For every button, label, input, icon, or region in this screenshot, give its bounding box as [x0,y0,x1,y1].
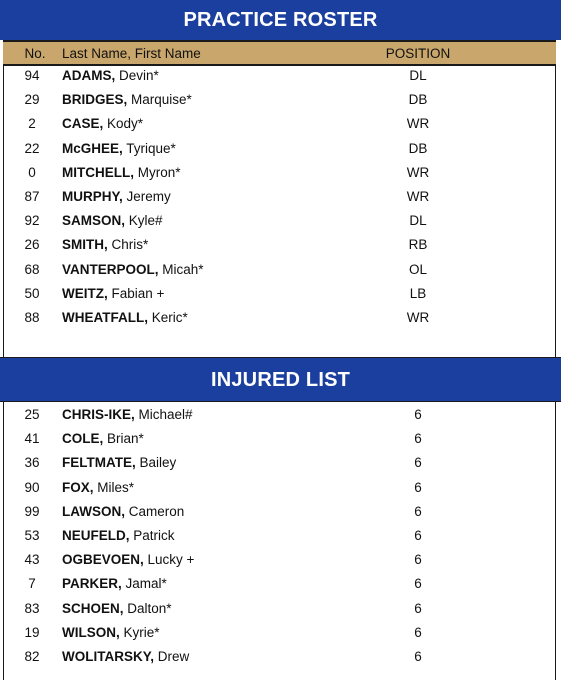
first-name: Keric* [147,310,188,325]
player-position: 6 [414,649,422,664]
table-row [3,162,556,186]
player-name [62,625,160,640]
player-number: 43 [24,552,40,568]
player-position: 6 [414,479,422,495]
player-name [62,310,188,325]
first-name: Lucky + [143,552,195,568]
player-name [62,552,194,567]
player-number: 87 [24,189,40,204]
player-name [62,528,175,543]
player-name [62,92,192,107]
table-row [3,573,556,597]
player-name [62,576,167,591]
player-position: DB [408,140,428,156]
player-position: 6 [414,407,422,422]
player-name [62,165,181,180]
player-number: 7 [28,576,36,592]
last-name: BRIDGES, [62,92,128,108]
player-number: 88 [24,310,40,325]
table-row [3,138,556,162]
player-number: 53 [24,528,40,543]
table-row [3,622,556,646]
table-row [3,452,556,476]
player-position: 6 [414,600,422,616]
first-name: Jeremy [122,189,171,204]
first-name: Brian* [103,431,144,447]
table-row [3,477,556,501]
last-name: FOX, [62,479,94,495]
last-name: LAWSON, [62,503,125,519]
player-position: 6 [414,552,422,568]
player-position: WR [406,164,430,180]
player-position: WR [406,116,430,132]
first-name: Kyle# [125,213,163,229]
player-name [62,480,134,495]
last-name: WILSON, [62,624,120,640]
header-number: No. [24,46,46,61]
table-row [3,549,556,573]
player-name [62,141,176,156]
first-name: Kyrie* [119,624,160,640]
table-row [3,428,556,452]
first-name: Miles* [93,479,135,495]
first-name: Michael# [134,407,193,422]
table-row [3,598,556,622]
header-position: POSITION [385,46,451,61]
player-position: RB [408,237,428,253]
table-row [3,501,556,525]
player-position: 6 [414,455,422,471]
player-number: 0 [28,164,36,180]
last-name: McGHEE, [62,140,123,156]
player-number: 29 [24,92,40,108]
table-row [3,65,556,89]
player-number: 94 [24,68,40,83]
player-name [62,286,164,301]
table-row [3,404,556,428]
player-number: 83 [24,600,40,616]
player-number: 90 [24,479,40,495]
first-name: Jamal* [121,576,167,592]
player-name [62,189,171,204]
table-row [3,113,556,137]
last-name: WHEATFALL, [62,310,148,325]
player-position: 6 [414,624,422,640]
player-number: 22 [24,140,40,156]
player-position: 6 [414,431,422,447]
player-name [62,504,184,519]
header-name: Last Name, First Name [62,46,201,61]
first-name: Cameron [125,503,185,519]
player-name [62,116,143,131]
table-row [3,283,556,307]
first-name: Drew [154,649,190,664]
player-name [62,213,163,228]
last-name: CHRIS-IKE, [62,407,135,422]
player-position: 6 [414,528,422,543]
last-name: WOLITARSKY, [62,649,154,664]
table-row [3,89,556,113]
first-name: Tyrique* [122,140,176,156]
player-number: 68 [24,261,40,277]
last-name: SMITH, [62,237,108,253]
first-name: Patrick [129,528,175,543]
player-number: 41 [24,431,40,447]
last-name: FELTMATE, [62,455,136,471]
last-name: CASE, [62,116,104,132]
player-number: 19 [24,624,40,640]
first-name: Devin* [115,68,159,83]
practice-roster-title: PRACTICE ROSTER [0,0,561,40]
player-name [62,431,144,446]
last-name: SAMSON, [62,213,126,229]
last-name: PARKER, [62,576,122,592]
player-position: WR [406,189,430,204]
last-name: WEITZ, [62,285,108,301]
player-name [62,407,193,422]
first-name: Bailey [135,455,177,471]
table-row [3,646,556,670]
player-position: WR [406,310,430,325]
player-position: DB [408,92,428,108]
player-number: 25 [24,407,40,422]
player-name [62,455,176,470]
first-name: Chris* [107,237,149,253]
table-row [3,210,556,234]
player-number: 36 [24,455,40,471]
player-number: 50 [24,285,40,301]
table-row [3,186,556,210]
player-name [62,237,148,252]
player-number: 92 [24,213,40,229]
injured-list-title: INJURED LIST [0,357,561,402]
player-position: 6 [414,576,422,592]
first-name: Marquise* [127,92,192,108]
last-name: NEUFELD, [62,528,130,543]
player-position: DL [409,213,427,229]
column-header-row [3,40,556,66]
first-name: Fabian + [107,285,165,301]
player-number: 2 [28,116,36,132]
last-name: ADAMS, [62,68,116,83]
player-position: LB [409,285,427,301]
player-position: 6 [414,503,422,519]
first-name: Micah* [158,261,204,277]
last-name: OGBEVOEN, [62,552,144,568]
player-number: 26 [24,237,40,253]
table-row [3,525,556,549]
player-name [62,649,189,664]
first-name: Dalton* [123,600,172,616]
player-name [62,68,159,83]
player-number: 99 [24,503,40,519]
last-name: MITCHELL, [62,164,134,180]
first-name: Kody* [103,116,144,132]
table-row [3,307,556,331]
player-name [62,601,172,616]
player-name [62,262,204,277]
last-name: MURPHY, [62,189,123,204]
player-position: OL [408,261,427,277]
table-row [3,259,556,283]
last-name: COLE, [62,431,104,447]
last-name: VANTERPOOL, [62,261,159,277]
last-name: SCHOEN, [62,600,124,616]
player-position: DL [409,68,427,83]
first-name: Myron* [134,164,181,180]
player-number: 82 [24,649,40,664]
table-row [3,234,556,258]
